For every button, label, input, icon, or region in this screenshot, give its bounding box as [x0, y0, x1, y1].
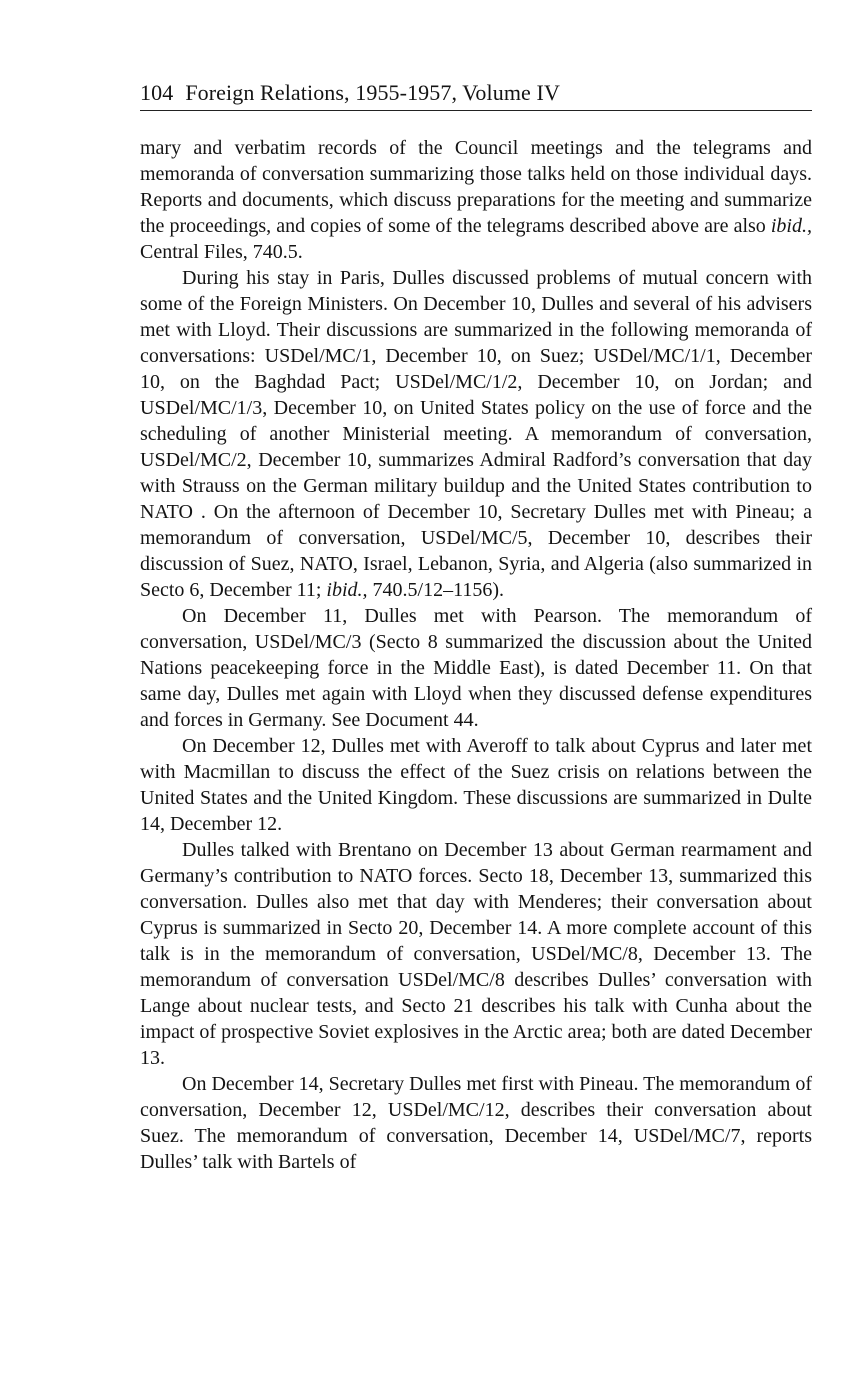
paragraph-3: [140, 603, 812, 733]
paragraph-4: [140, 733, 812, 837]
paragraph-6: [140, 1071, 812, 1175]
text-run: On December 12, Dulles met with Averoff to talk about Cyprus and later met with Macmillan to discuss the effect of the Suez crisis on relations between the United States and the United Kingdom. These discussions are summarized in Dulte 14, December 12.: [140, 735, 812, 835]
running-head: [140, 78, 812, 111]
body-text: [140, 135, 812, 1175]
paragraph-1: [140, 135, 812, 265]
text-run-italic: ibid.,: [770, 215, 812, 237]
text-run: On December 14, Secretary Dulles met first with Pineau. The memorandum of conversation, December 12, USDel/MC/12, describes their conversation about Suez. The memorandum of conversation, December 14, USDel/MC/7, reports Dulles’ talk with Bartels of: [140, 1073, 813, 1173]
text-run: During his stay in Paris, Dulles discussed problems of mutual concern with some of the Foreign Ministers. On December 10, Dulles and several of his advisers met with Lloyd. Their discussions are summarized in the following memoranda of conversations: USDel/MC/1, December 10, on Suez; USDel/MC/1/1, December 10, on the Baghdad Pact; USDel/MC/1/2, December 10, on Jordan; and USDel/MC/1/3, December 10, on United States policy on the use of force and the scheduling of another Ministerial meeting. A memorandum of conversation, USDel/MC/2, December 10, summarizes Admiral Radford’s conversation that day with Strauss on the German military buildup and the United States contribution to NATO . On the afternoon of December 10, Secretary Dulles met with Pineau; a memorandum of conversation, USDel/MC/5, December 10, describes their discussion of Suez, NATO, Israel, Lebanon, Syria, and Algeria (also summarized in Secto 6, December 11;: [140, 267, 812, 601]
document-page: [140, 78, 812, 1175]
page-number: 104: [140, 80, 174, 105]
text-run-italic: ibid.,: [326, 579, 368, 601]
paragraph-2: [140, 265, 812, 603]
text-run: 740.5/12–1156).: [367, 579, 505, 601]
text-run: Central Files, 740.5.: [140, 241, 303, 263]
text-run: mary and verbatim records of the Council meetings and the telegrams and memoranda of conversation summarizing those talks held on those individual days. Reports and documents, which discuss preparations for the meeting and summarize the proceedings, and copies of some of the telegrams described above are also: [140, 137, 812, 237]
text-run: Dulles talked with Brentano on December 13 about German rearmament and Germany’s contribution to NATO forces. Secto 18, December 13, summarized this conversation. Dulles also met that day with Menderes; their conversation about Cyprus is summarized in Secto 20, December 14. A more complete account of this talk is in the memorandum of conversation, USDel/MC/8, December 13. The memorandum of conversation USDel/MC/8 describes Dulles’ conversation with Lange about nuclear tests, and Secto 21 describes his talk with Cunha about the impact of prospective Soviet explosives in the Arctic area; both are dated December 13.: [140, 839, 812, 1069]
paragraph-5: [140, 837, 812, 1071]
text-run: On December 11, Dulles met with Pearson. The memorandum of conversation, USDel/MC/3 (Secto 8 summarized the discussion about the United Nations peacekeeping force in the Middle East), is dated December 11. On that same day, Dulles met again with Lloyd when they discussed defense expenditures and forces in Germany. See Document 44.: [140, 605, 812, 731]
running-title: Foreign Relations, 1955-1957, Volume IV: [185, 80, 560, 105]
